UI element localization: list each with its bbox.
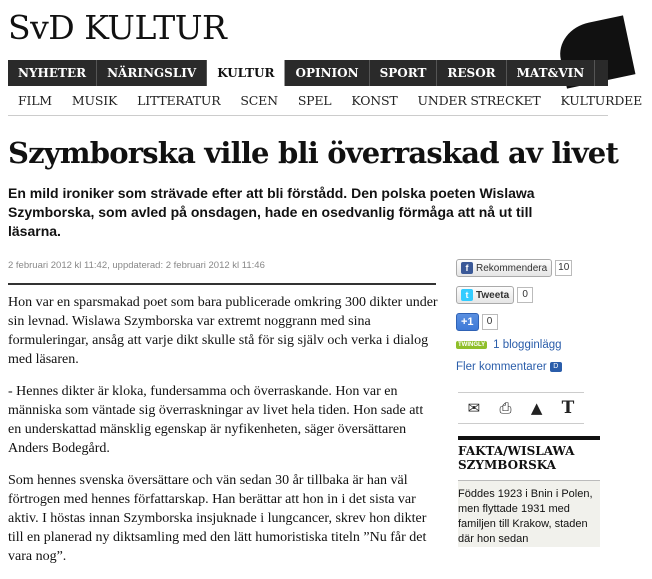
main-nav — [8, 60, 608, 86]
plus-one-button[interactable] — [456, 313, 479, 331]
site-logo[interactable]: SvD KULTUR — [8, 8, 227, 47]
blog-links[interactable] — [456, 339, 600, 351]
text-size-icon[interactable]: T — [561, 398, 575, 418]
more-comments-link[interactable] — [456, 361, 600, 373]
fakta-text: Föddes 1923 i Bnin i Polen, men flyttade 1931 med familjen till Krakow, staden där hon sedan — [458, 480, 600, 547]
facebook-count: 10 — [555, 260, 572, 276]
sub-nav-item-spel[interactable]: SPEL — [297, 93, 332, 108]
facebook-recommend-button[interactable] — [456, 259, 552, 277]
social-sidebar — [456, 258, 600, 373]
main-nav-item-naringsliv[interactable]: NÄRINGSLIV — [97, 60, 207, 86]
article-paragraph: Som hennes svenska översättare och vän sedan 30 år tillbaka är han väl förtrogen med hennes författarskap. Han berättar att hon in i det sista var aktiv. I höstas innan Szymborska insjuknade i lungcancer, skrev hon dikter till en planerad ny diktsamling med den lätt humoristiska titeln ”Nu får det vara nog”. — [8, 473, 427, 564]
facebook-label: Rekommendera — [476, 262, 548, 274]
main-nav-item-kultur[interactable]: KULTUR — [207, 60, 285, 86]
sub-nav-item-musik[interactable]: MUSIK — [71, 93, 118, 108]
warning-icon[interactable]: ▲ — [530, 399, 543, 417]
main-nav-item-resor[interactable]: RESOR — [437, 60, 506, 86]
article-ingress: En mild ironiker som strävade efter att bli förstådd. Den polska poeten Wislawa Szymborska, som avled på onsdagen, hade en osedvanlig förmåga att nå ut till läsarna. — [8, 185, 535, 239]
main-nav-item-opinion[interactable]: OPINION — [285, 60, 369, 86]
gplus-count: 0 — [482, 314, 498, 330]
sub-nav-item-kulturdebatt[interactable]: KULTURDEE — [560, 93, 642, 108]
more-comments-text[interactable]: Fler kommentarer — [456, 361, 547, 373]
twitter-icon: t — [461, 289, 473, 301]
article-tools — [458, 392, 584, 424]
fakta-box — [458, 436, 600, 547]
main-nav-item-mat-vin[interactable]: MAT&VIN — [507, 60, 596, 86]
mail-icon[interactable]: ✉ — [467, 399, 481, 417]
sub-nav-item-litteratur[interactable]: LITTERATUR — [137, 93, 221, 108]
plus-one-label: +1 — [461, 316, 474, 328]
sub-nav — [8, 86, 642, 116]
twitter-share — [456, 285, 600, 305]
main-nav-item-sport[interactable]: SPORT — [370, 60, 438, 86]
fakta-title: FAKTA/WISLAWA SZYMBORSKA — [458, 436, 600, 472]
article-dateline: 2 februari 2012 kl 11:42, uppdaterad: 2 februari 2012 kl 11:46 — [8, 260, 436, 285]
twitter-label: Tweeta — [476, 289, 510, 301]
facebook-icon: f — [461, 262, 473, 274]
sub-nav-item-film[interactable]: FILM — [18, 93, 52, 108]
sub-nav-item-under-strecket[interactable]: UNDER STRECKET — [417, 93, 541, 108]
article-headline: Szymborska ville bli överraskad av livet — [8, 136, 619, 170]
article-paragraph: - Hennes dikter är kloka, fundersamma och överraskande. Hon var en människa som väntade sig överraskningar av livet hela tiden. Hon sade att en underskattad mänsklig egenskap är nyfikenheten, säger översättaren Anders Bodegård. — [8, 384, 424, 456]
twitter-count: 0 — [517, 287, 533, 303]
gplus-share — [456, 312, 600, 332]
article-paragraph: Hon var en sparsmakad poet som bara publicerade omkring 300 dikter under sin levnad. Wislawa Szymborska var extremt noggrann med sina formuleringar, ansåg att varje dikt skulle stå för sig själv och verka i dialog med läsaren. — [8, 295, 438, 367]
sub-nav-item-scen[interactable]: SCEN — [240, 93, 278, 108]
blog-link-text[interactable]: 1 blogginlägg — [493, 339, 562, 351]
main-nav-item-nyheter[interactable]: NYHETER — [8, 60, 97, 86]
article-body — [8, 293, 438, 579]
facebook-share — [456, 258, 600, 278]
sub-nav-item-konst[interactable]: KONST — [351, 93, 398, 108]
twingly-logo: TWINGLY — [458, 342, 486, 348]
print-icon[interactable]: ⎙ — [499, 399, 512, 417]
masthead — [0, 0, 600, 56]
comment-bubble-icon: D — [550, 362, 562, 372]
tweet-button[interactable] — [456, 286, 514, 304]
